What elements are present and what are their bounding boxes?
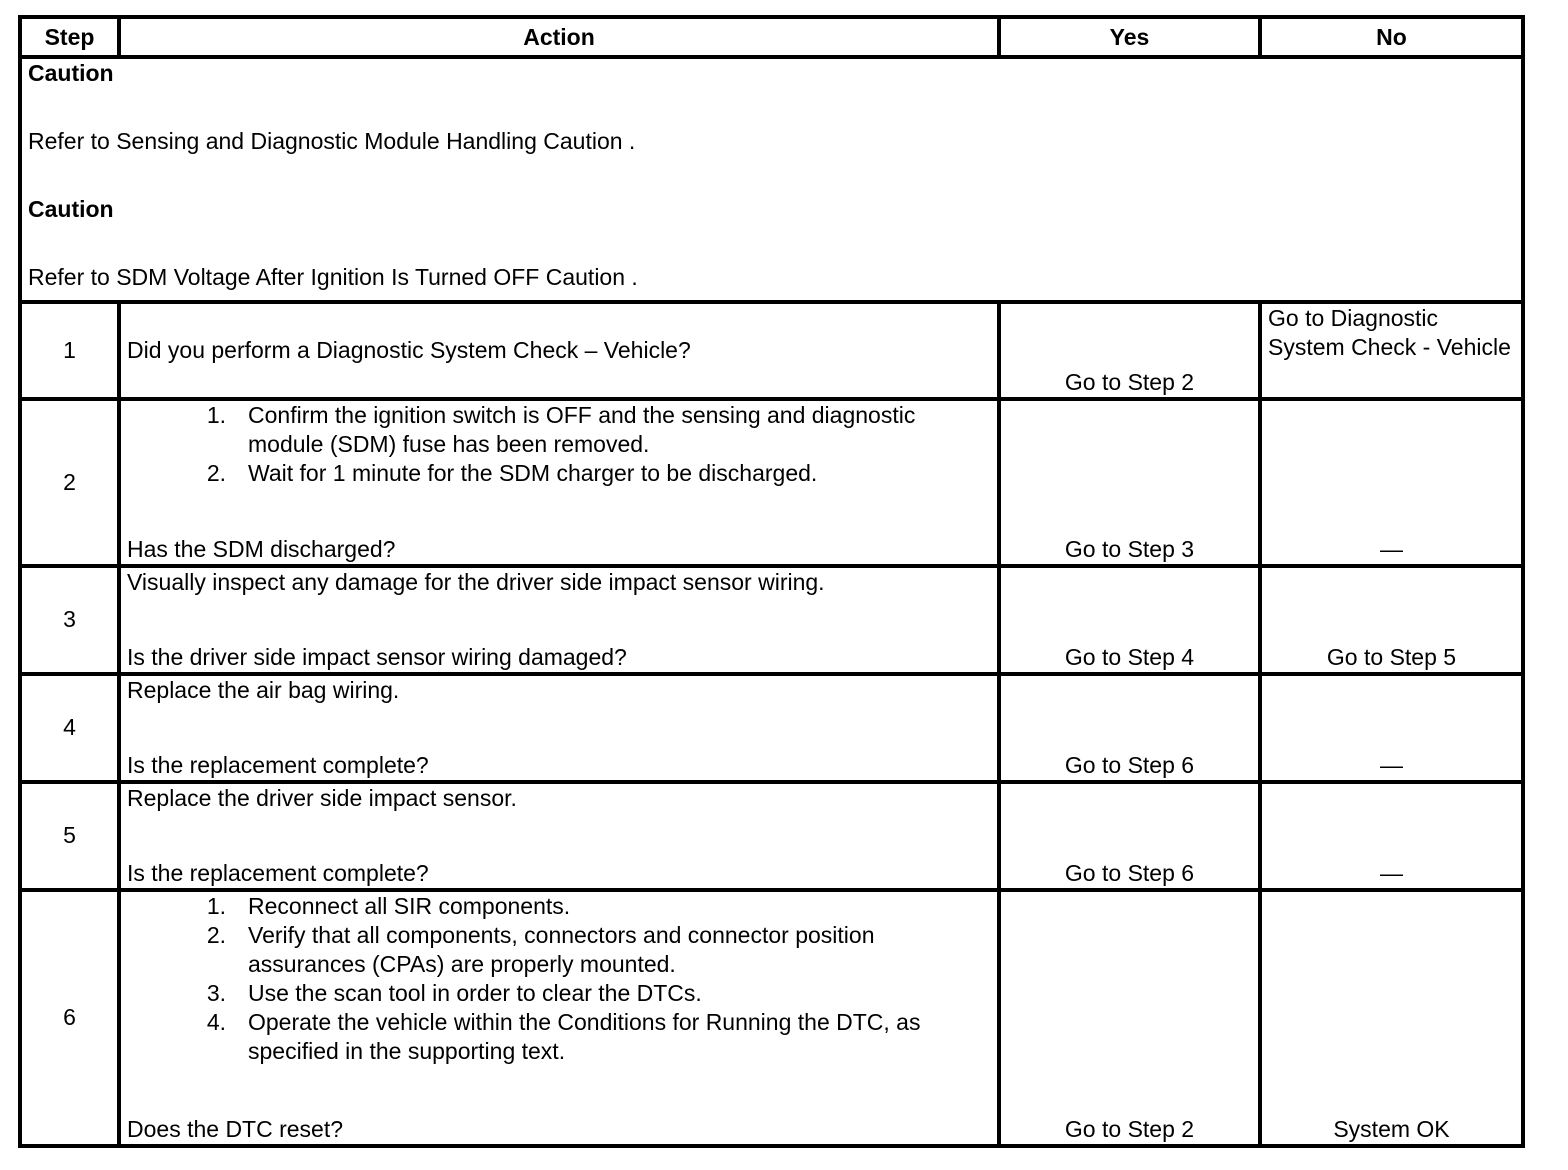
action-cell: [119, 302, 999, 400]
list-item: 4. Operate the vehicle within the Conditions for Running the DTC, as specified in the supporting text.: [206, 1008, 921, 1064]
header-no: No: [1260, 17, 1523, 57]
action-list: [127, 401, 991, 488]
yes-cell: Go to Step 2: [999, 890, 1260, 1146]
caution-text: Refer to Sensing and Diagnostic Module Handling Caution .: [28, 128, 636, 154]
caution-cell: [20, 57, 1523, 302]
table-row: [20, 302, 1523, 400]
no-cell: —: [1260, 674, 1523, 782]
table-row: [20, 782, 1523, 890]
step-number: 3: [20, 566, 119, 674]
action-cell: [119, 782, 999, 890]
yes-cell: Go to Step 2: [999, 302, 1260, 400]
caution-title: Caution: [28, 196, 114, 222]
table-row: [20, 674, 1523, 782]
action-question: Is the driver side impact sensor wiring damaged?: [127, 643, 627, 670]
action-cell: [119, 399, 999, 566]
header-row: [20, 17, 1523, 57]
yes-cell: Go to Step 3: [999, 399, 1260, 566]
list-item: 3. Use the scan tool in order to clear the DTCs.: [206, 979, 702, 1006]
header-action: Action: [119, 17, 999, 57]
step-number: 6: [20, 890, 119, 1146]
action-question: Is the replacement complete?: [127, 751, 429, 778]
action-question: Has the SDM discharged?: [127, 536, 396, 562]
caution-title: Caution: [28, 60, 114, 86]
action-instruction: Replace the driver side impact sensor.: [127, 784, 517, 811]
action-cell: [119, 674, 999, 782]
action-cell: [119, 890, 999, 1146]
list-item: 1. Confirm the ignition switch is OFF and the sensing and diagnostic module (SDM) fuse has been removed.: [206, 402, 916, 458]
action-instruction: Visually inspect any damage for the driver side impact sensor wiring.: [127, 569, 825, 595]
no-cell: Go to Diagnostic System Check - Vehicle: [1260, 302, 1523, 400]
action-instruction: Replace the air bag wiring.: [127, 676, 400, 703]
header-yes: Yes: [999, 17, 1260, 57]
caution-text: Refer to SDM Voltage After Ignition Is Turned OFF Caution .: [28, 264, 638, 290]
no-cell: Go to Step 5: [1260, 566, 1523, 674]
no-cell: —: [1260, 399, 1523, 566]
action-question: Is the replacement complete?: [127, 859, 429, 886]
action-question: Did you perform a Diagnostic System Check – Vehicle?: [127, 337, 691, 364]
yes-cell: Go to Step 6: [999, 674, 1260, 782]
yes-cell: Go to Step 4: [999, 566, 1260, 674]
table-row: [20, 566, 1523, 674]
step-number: 5: [20, 782, 119, 890]
action-question: Does the DTC reset?: [127, 1116, 344, 1142]
step-number: 4: [20, 674, 119, 782]
step-number: 2: [20, 399, 119, 566]
header-step: Step: [20, 17, 119, 57]
no-cell: —: [1260, 782, 1523, 890]
diagnostic-table: [18, 15, 1525, 1148]
caution-row: [20, 57, 1523, 302]
table-row: [20, 890, 1523, 1146]
action-cell: [119, 566, 999, 674]
list-item: 2. Verify that all components, connectors and connector position assurances (CPAs) are properly mounted.: [206, 921, 875, 977]
action-list: [127, 892, 991, 1066]
yes-cell: Go to Step 6: [999, 782, 1260, 890]
table-row: [20, 399, 1523, 566]
step-number: 1: [20, 302, 119, 400]
no-cell: System OK: [1260, 890, 1523, 1146]
list-item: 1. Reconnect all SIR components.: [206, 892, 571, 919]
list-item: 2. Wait for 1 minute for the SDM charger to be discharged.: [206, 460, 818, 487]
